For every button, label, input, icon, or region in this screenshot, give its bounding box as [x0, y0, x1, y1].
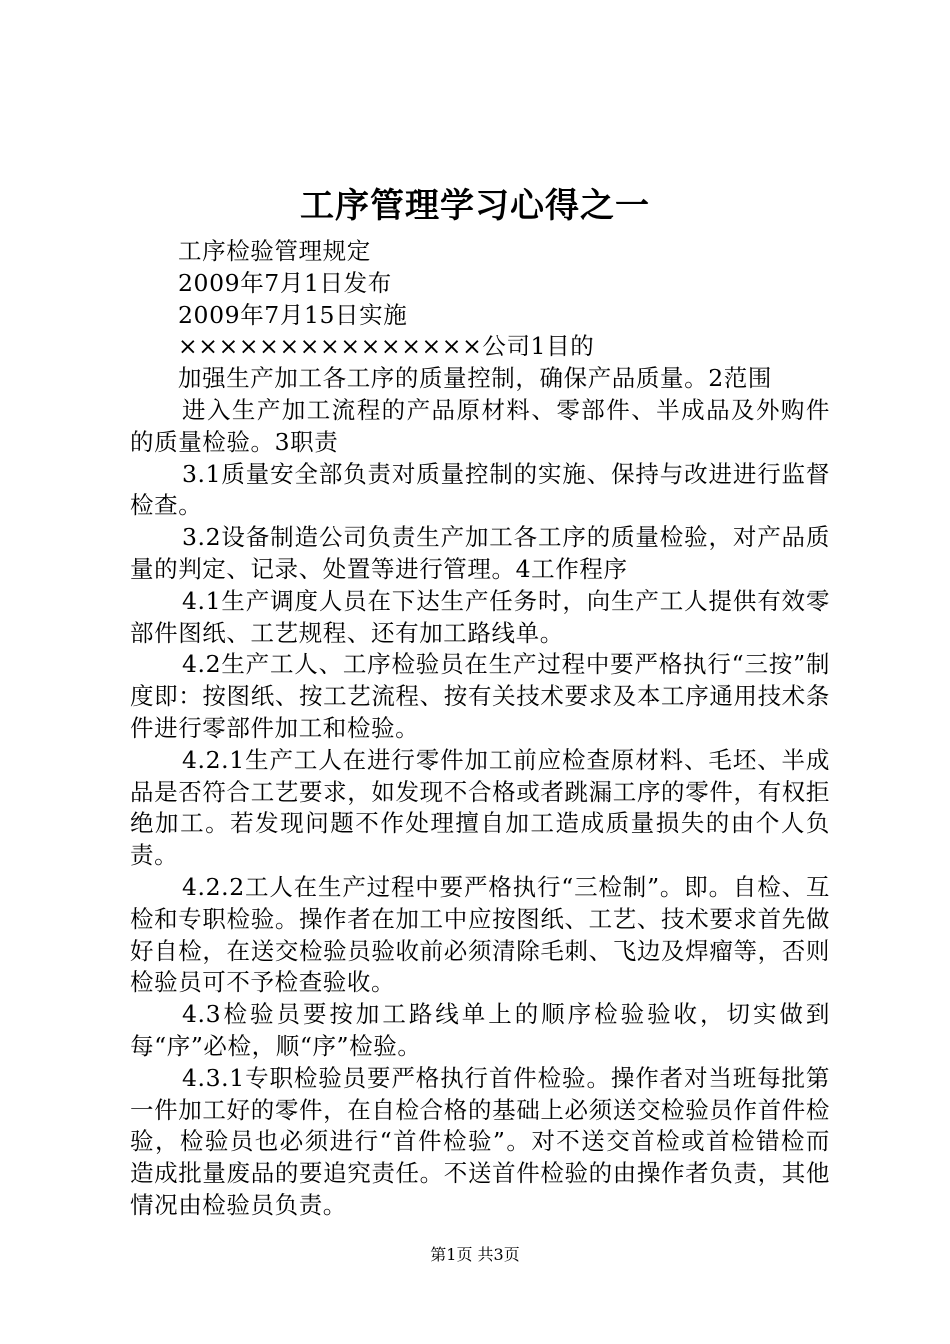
paragraph: 4.2.1生产工人在进行零件加工前应检查原材料、毛坯、半成品是否符合工艺要求，如发现不合格或者跳漏工序的零件，有权拒绝加工。若发现问题不作处理擅自加工造成质量损失的由个人负责。: [130, 745, 830, 870]
paragraph: 工序检验管理规定: [178, 237, 371, 265]
paragraph: ×××××××××××××××公司1目的: [178, 332, 595, 361]
paragraph: 4.2生产工人、工序检验员在生产过程中要严格执行“三按”制度即：按图纸、按工艺流程、按有关技术要求及本工序通用技术条件进行零部件加工和检验。: [130, 650, 830, 742]
paragraph: 4.3.1专职检验员要严格执行首件检验。操作者对当班每批第一件加工好的零件，在自检合格的基础上必须送交检验员作首件检验，检验员也必须进行“首件检验”。对不送交首检或首检错检而造成批量废品的要追究责任。不送首件检验的由操作者负责，其他情况由检验员负责。: [130, 1063, 830, 1219]
document-title: 工序管理学习心得之一: [300, 186, 650, 226]
paragraph: 加强生产加工各工序的质量控制，确保产品质量。2范围: [178, 364, 772, 393]
document-body: [130, 236, 830, 1222]
paragraph: 2009年7月15日实施: [178, 300, 408, 329]
paragraph: 3.1质量安全部负责对质量控制的实施、保持与改进进行监督检查。: [130, 459, 830, 520]
paragraph: 4.1生产调度人员在下达生产任务时，向生产工人提供有效零部件图纸、工艺规程、还有加工路线单。: [130, 586, 830, 647]
page-number-footer: 第1页 共3页: [430, 1245, 520, 1264]
paragraph: 进入生产加工流程的产品原材料、零部件、半成品及外购件的质量检验。3职责: [130, 395, 830, 456]
paragraph: 2009年7月1日发布: [178, 268, 392, 297]
paragraph: 3.2设备制造公司负责生产加工各工序的质量检验，对产品质量的判定、记录、处置等进行管理。4工作程序: [130, 523, 830, 583]
paragraph: 4.2.2工人在生产过程中要严格执行“三检制”。即。自检、互检和专职检验。操作者在加工中应按图纸、工艺、技术要求首先做好自检，在送交检验员验收前必须清除毛刺、飞边及焊瘤等，否则检验员可不予检查验收。: [130, 872, 830, 997]
paragraph: 4.3检验员要按加工路线单上的顺序检验验收，切实做到每“序”必检，顺“序”检验。: [130, 1000, 830, 1060]
